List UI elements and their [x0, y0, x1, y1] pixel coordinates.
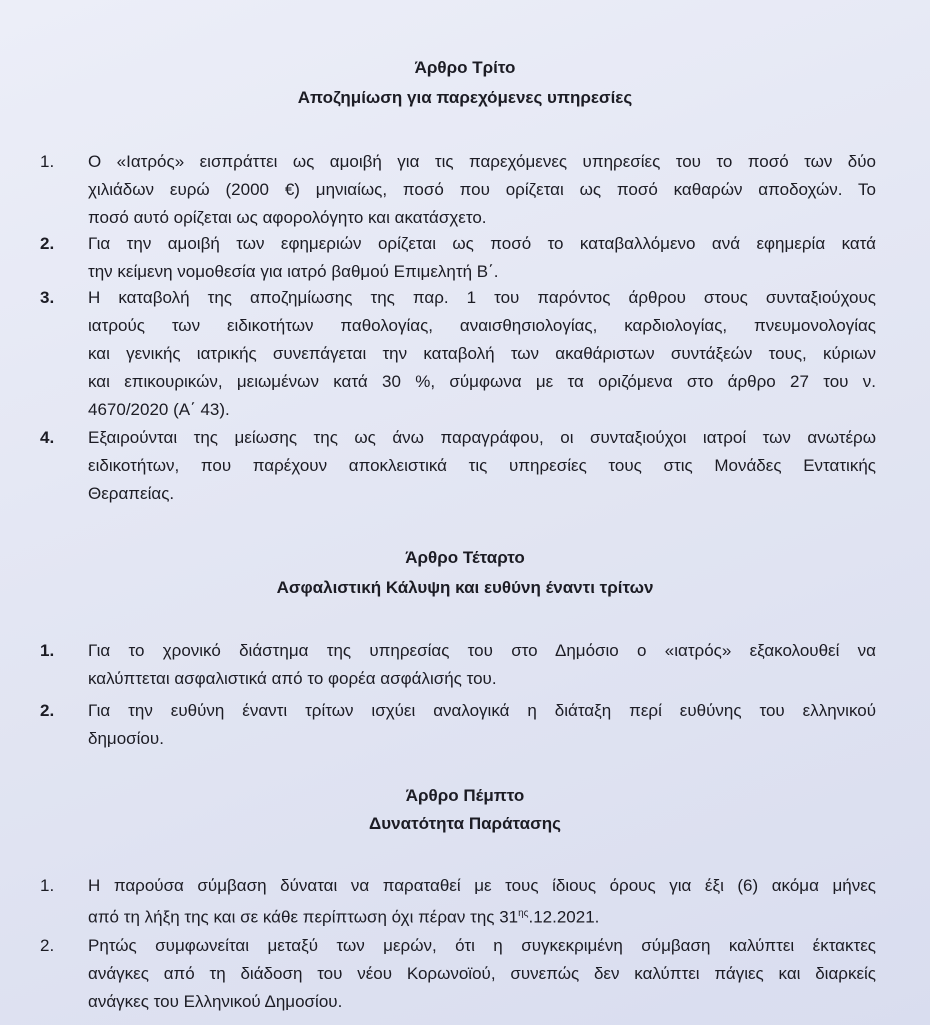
- item-text: [88, 284, 876, 424]
- text-line: την κείμενη νομοθεσία για ιατρό βαθμού Επιμελητή Β΄.: [88, 262, 499, 281]
- item-text: [88, 424, 876, 508]
- text-line: 4670/2020 (Α΄ 43).: [88, 400, 230, 419]
- date-rest: .12.2021.: [528, 907, 600, 927]
- text-line: Για το χρονικό διάστημα της υπηρεσίας του στο Δημόσιο ο «ιατρός» εξακολουθεί να: [88, 641, 876, 660]
- article-title: Άρθρο Τρίτο: [414, 58, 516, 77]
- text-line: χιλιάδων ευρώ (2000 €) μηνιαίως, ποσό που ορίζεται ως ποσό καθαρών αποδοχών. Το: [88, 180, 876, 199]
- text-line: Ο «Ιατρός» εισπράττει ως αμοιβή για τις παρεχόμενες υπηρεσίες του το ποσό των δύο: [88, 152, 876, 171]
- text-line: Για την αμοιβή των εφημεριών ορίζεται ως ποσό το καταβαλλόμενο ανά εφημερία κατά: [88, 234, 876, 253]
- text-line: και επικουρικών, μειωμένων κατά 30 %, σύμφωνα με τα οριζόμενα στο άρθρο 27 του ν.: [88, 372, 876, 391]
- text-segment: από τη λήξη της και σε κάθε περίπτωση όχι πέραν της 31: [88, 907, 519, 927]
- text-line: Εξαιρούνται της μείωσης της ως άνω παραγράφου, οι συνταξιούχοι ιατροί των ανωτέρω: [88, 428, 876, 447]
- item-number: 3.: [40, 288, 55, 307]
- text-line: δημοσίου.: [88, 729, 164, 748]
- text-line: ανάγκες από τη διάδοση του νέου Κορωνοϊού, συνεπώς δεν καλύπτει πάγιες και διαρκείς: [88, 964, 876, 983]
- item-text: [88, 230, 876, 286]
- item-number: 2.: [40, 234, 55, 253]
- text-line: [88, 900, 876, 928]
- item-number: 2.: [40, 701, 55, 720]
- item-number: 4.: [40, 428, 55, 447]
- article-subtitle: Ασφαλιστική Κάλυψη και ευθύνη έναντι τρίτων: [276, 578, 654, 597]
- article-title: Άρθρο Τέταρτο: [405, 548, 525, 567]
- item-text: [88, 872, 876, 928]
- item-text: [88, 932, 876, 1016]
- item-number: 1.: [40, 876, 55, 895]
- item-number: 2.: [40, 936, 55, 955]
- text-line: Θεραπείας.: [88, 484, 175, 503]
- item-text: [88, 637, 876, 693]
- text-line: ανάγκες του Ελληνικού Δημοσίου.: [88, 992, 343, 1011]
- text-line: Η παρούσα σύμβαση δύναται να παραταθεί με τους ίδιους όρους για έξι (6) ακόμα μήνες: [88, 876, 876, 895]
- text-line: ειδικοτήτων, που παρέχουν αποκλειστικά τις υπηρεσίες τους στις Μονάδες Εντατικής: [88, 456, 876, 475]
- text-line: Η καταβολή της αποζημίωσης της παρ. 1 του παρόντος άρθρου στους συνταξιούχους: [88, 288, 876, 307]
- item-text: [88, 148, 876, 232]
- text-line: ιατρούς των ειδικοτήτων παθολογίας, αναισθησιολογίας, καρδιολογίας, πνευμονολογίας: [88, 316, 876, 335]
- item-number: 1.: [40, 641, 55, 660]
- article-title: Άρθρο Πέμπτο: [405, 786, 525, 805]
- article-subtitle: Δυνατότητα Παράτασης: [369, 814, 561, 833]
- item-number: 1.: [40, 152, 55, 171]
- item-text: [88, 697, 876, 753]
- text-line: καλύπτεται ασφαλιστικά από το φορέα ασφάλισής του.: [88, 669, 497, 688]
- article-subtitle: Αποζημίωση για παρεχόμενες υπηρεσίες: [297, 88, 633, 107]
- text-line: ποσό αυτό ορίζεται ως αφορολόγητο και ακατάσχετο.: [88, 208, 487, 227]
- text-line: και γενικής ιατρικής συνεπάγεται την καταβολή των ακαθάριστων συντάξεών τους, κύριων: [88, 344, 876, 363]
- text-line: Ρητώς συμφωνείται μεταξύ των μερών, ότι η συγκεκριμένη σύμβαση καλύπτει έκτακτες: [88, 936, 876, 955]
- text-line: Για την ευθύνη έναντι τρίτων ισχύει αναλογικά η διάταξη περί ευθύνης του ελληνικού: [88, 701, 876, 720]
- ordinal-suffix: ης: [518, 908, 529, 919]
